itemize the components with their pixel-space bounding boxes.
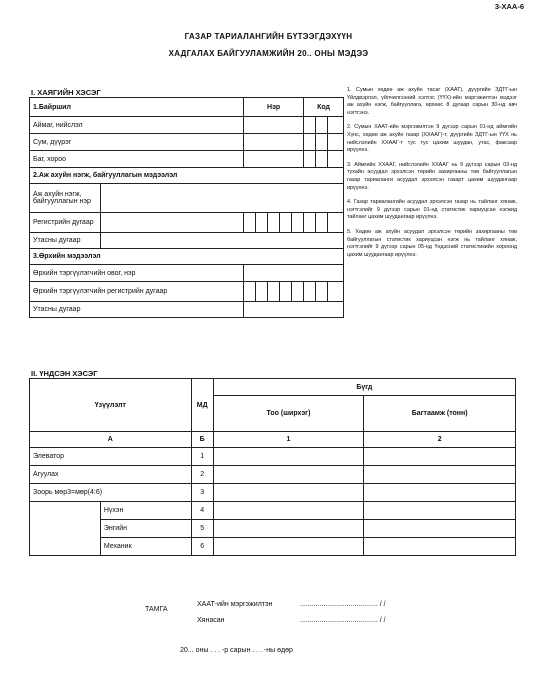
- table-row: [30, 484, 516, 502]
- count-cell[interactable]: [213, 538, 364, 556]
- org-name-label: Аж ахуйн нэгж, байгууллагын нэр: [30, 184, 101, 213]
- reviewer-label: Хянасан: [197, 617, 225, 624]
- table-row: [30, 134, 344, 151]
- address-name-field[interactable]: [244, 134, 304, 151]
- row-md: 6: [191, 538, 213, 556]
- count-cell[interactable]: [213, 448, 364, 466]
- org-register-label: Регистрийн дугаар: [30, 213, 101, 233]
- capacity-cell[interactable]: [364, 538, 516, 556]
- table-row: [30, 233, 344, 249]
- location-title: 1.Байршил: [30, 98, 244, 117]
- row-label: Агуулах: [30, 466, 192, 484]
- col-capacity-header: Багтаамж (тонн): [364, 396, 516, 432]
- col-name-header: Нэр: [244, 98, 304, 117]
- count-cell[interactable]: [213, 502, 364, 520]
- owner-phone-field[interactable]: [244, 302, 344, 318]
- col-count-header: Тоо (ширхэг): [213, 396, 364, 432]
- table-row: [30, 282, 344, 302]
- count-cell[interactable]: [213, 484, 364, 502]
- table-row: [30, 302, 344, 318]
- code-cell: 2: [364, 432, 516, 448]
- address-name-field[interactable]: [244, 117, 304, 134]
- owner-register-label: Өрхийн тэргүүлэгчийн регистрийн дугаар: [30, 282, 244, 302]
- specialist-label: ХААТ-ийн мэргэжилтэн: [197, 601, 273, 608]
- stamp-label: ТАМГА: [145, 606, 168, 613]
- col-md-header: МД: [191, 379, 213, 432]
- date-line: 20... оны . . . -р сарын . . . -ны өдөр: [180, 647, 293, 654]
- row-md: 2: [191, 466, 213, 484]
- row-md: 4: [191, 502, 213, 520]
- count-cell[interactable]: [213, 520, 364, 538]
- capacity-cell[interactable]: [364, 466, 516, 484]
- table-row: [30, 466, 516, 484]
- section1-heading: I. ХАЯГИЙН ХЭСЭГ: [31, 88, 101, 97]
- form-title-line2: ХАДГАЛАХ БАЙГУУЛАМЖИЙН 20.. ОНЫ МЭДЭЭ: [168, 49, 369, 58]
- form-code: 3-ХАА-6: [494, 2, 524, 11]
- col-built-header: Бүгд: [213, 379, 515, 396]
- note-item: 4. Газар тариалангийн асуудал эрхэлсэн газар нь тайланг хянаж, нэгтгэлийг 9 дүгээр сарын 01-нд статистик хариуцсан нэгжид тайланг цахим шуудангаар ирүүлнэ.: [347, 199, 517, 221]
- count-cell[interactable]: [213, 466, 364, 484]
- org-name-field[interactable]: [100, 184, 343, 213]
- address-table: [29, 97, 344, 318]
- owner-title: 3.Өрхийн мэдээлэл: [30, 249, 344, 265]
- code-cell: А: [30, 432, 192, 448]
- table-row: [30, 520, 516, 538]
- org-register-field[interactable]: [100, 213, 243, 233]
- note-item: 5. Хөдөө аж ахуйн асуудал эрхэлсэн төрийн захиргааны төв байгууллагын статистик хариуцсан нэгж нь тайланг хянаж, нэгтгэлийг 9 дүгээр сарын 05-нд Үндэсний статистикийн хороонд цахим шуудангаар ирүүлнэ.: [347, 228, 517, 258]
- org-title: 2.Аж ахуйн нэгж, байгууллагын мэдээлэл: [30, 168, 344, 184]
- main-table: [29, 378, 516, 556]
- note-item: 1. Сумын хөдөө аж ахуйн тасаг (ХААТ), дүүргийн ЗДТГ-ын Үйлдвэрлэл, үйлчилгээний хэлтэс (ҮҮХ)-ийн мэргэжилтэн мэдээг аж ахуйн нэгж, байгууллага, өрхөөс 8 дугаар сарын 30-нд авч нэгтгэнэ.: [347, 87, 517, 116]
- capacity-cell[interactable]: [364, 502, 516, 520]
- address-row-label: Баг, хороо: [30, 151, 244, 168]
- capacity-cell[interactable]: [364, 448, 516, 466]
- row-label: Механик: [100, 538, 191, 556]
- specialist-signature-line[interactable]: ........................................ / /: [300, 601, 386, 608]
- address-row-label: Сум, дүүрэг: [30, 134, 244, 151]
- code-cell: 1: [213, 432, 364, 448]
- row-label: Нүхэн: [100, 502, 191, 520]
- table-row: [30, 538, 516, 556]
- instructions-notes: [347, 87, 517, 266]
- section2-heading: II. ҮНДСЭН ХЭСЭГ: [31, 369, 98, 378]
- capacity-cell[interactable]: [364, 520, 516, 538]
- owner-name-label: Өрхийн тэргүүлэгчийн овог, нэр: [30, 265, 244, 282]
- code-row: [30, 432, 516, 448]
- row-md: 1: [191, 448, 213, 466]
- table-row: [30, 213, 344, 233]
- col-indicator-header: Үзүүлэлт: [30, 379, 192, 432]
- row-md: 5: [191, 520, 213, 538]
- table-row: [30, 502, 516, 520]
- reviewer-signature-line[interactable]: ........................................ / /: [300, 617, 386, 624]
- owner-phone-label: Утасны дугаар: [30, 302, 244, 318]
- note-item: 3. Аймгийн ХХААГ, нийслэлийн ХХААГ нь 9 дүгээр сарын 03-нд тухайн асуудал эрхэлсэн төрийн захиргааны төв байгууллагын газар тариаланги асуудал эрхэлсэн газарт цахим шуудангаар ирүүлнэ.: [347, 161, 517, 191]
- org-phone-field[interactable]: [100, 233, 343, 249]
- capacity-cell[interactable]: [364, 484, 516, 502]
- address-name-field[interactable]: [244, 151, 304, 168]
- table-row: [30, 117, 344, 134]
- org-phone-label: Утасны дугаар: [30, 233, 101, 249]
- table-row: [30, 448, 516, 466]
- address-row-label: Аймаг, нийслэл: [30, 117, 244, 134]
- note-item: 2. Сумын ХААТ-ийн мэргэжилтэн 9 дүгээр сарын 01-нд аймгийн Хүнс, хөдөө аж ахуйн газар (ХХААГ)-т, дүүргийн ЗДТГ-ын ҮҮХ нь нийслэлийн ХХААГ-т тус тус цахим шуудан, утас, факсаар ирүүлнэ.: [347, 124, 517, 154]
- row-label: Зоорь мөр3=мөр(4:6): [30, 484, 192, 502]
- table-row: [30, 184, 344, 213]
- form-title-line1: ГАЗАР ТАРИАЛАНГИЙН БҮТЭЭГДЭХҮҮН: [184, 32, 353, 41]
- row-label: Элеватор: [30, 448, 192, 466]
- row-md: 3: [191, 484, 213, 502]
- table-row: [30, 265, 344, 282]
- table-row: [30, 151, 344, 168]
- col-code-header: Код: [304, 98, 344, 117]
- code-cell: Б: [191, 432, 213, 448]
- row-label: Энгийн: [100, 520, 191, 538]
- owner-name-field[interactable]: [244, 265, 344, 282]
